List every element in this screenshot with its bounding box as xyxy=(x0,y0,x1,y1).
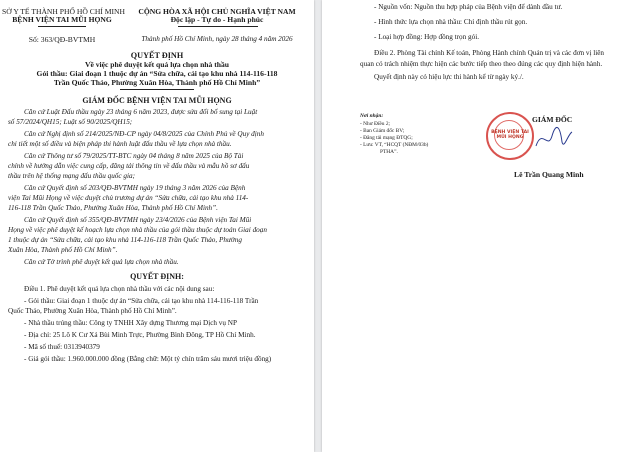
divider xyxy=(120,89,194,90)
body-line: - Hình thức lựa chọn nhà thầu: Chỉ định thầu rút gọn. xyxy=(374,18,528,26)
country-name: CỘNG HÒA XÃ HỘI CHỦ NGHĨA VIỆT NAM xyxy=(138,7,296,16)
body-line: Căn cứ Tờ trình phê duyệt kết quả lựa chọn nhà thầu. xyxy=(24,258,179,266)
recipient-item: - Ban Giám đốc BV; xyxy=(360,128,405,134)
body-line: Căn cứ Thông tư số 79/2025/TT-BTC ngày 04 tháng 8 năm 2025 của Bộ Tài xyxy=(24,152,244,160)
subject-line: Gói thầu: Giai đoạn 1 thuộc dự án “Sửa chữa, cải tạo khu nhà 114-116-118 xyxy=(36,69,278,78)
article-1 xyxy=(24,285,214,294)
signer-title: GIÁM ĐỐC xyxy=(532,115,573,124)
body-line: quan có trách nhiệm thực hiện các bước tiếp theo theo đúng các quy định hiện hành. xyxy=(360,60,603,68)
signer-name: Lê Trần Quang Minh xyxy=(514,170,584,179)
body-line: - Gói thầu: Giai đoạn 1 thuộc dự án “Sửa chữa, cải tạo khu nhà 114-116-118 Trần xyxy=(24,297,259,305)
body-line: thầu trên hệ thống mạng đấu thầu quốc gia; xyxy=(8,172,135,180)
recipient-item: PTHA”. xyxy=(380,149,398,155)
body-line: viện Tai Mũi Họng về việc duyệt chủ trương dự án “Sửa chữa, cải tạo khu nhà 114- xyxy=(8,194,249,202)
document-title: QUYẾT ĐỊNH xyxy=(130,51,184,60)
authority-heading: GIÁM ĐỐC BỆNH VIỆN TAI MŨI HỌNG xyxy=(82,96,232,105)
body-line: 1 thuộc dự án “Sửa chữa, cải tạo khu nhà 114-116-118 Trần Quốc Thảo, Phường xyxy=(8,236,242,244)
body-line: Căn cứ Quyết định số 203/QĐ-BVTMH ngày 19 tháng 3 năm 2026 của Bệnh xyxy=(24,184,246,192)
signature xyxy=(534,124,574,154)
divider xyxy=(38,26,86,27)
body-line: chính về hướng dẫn việc cung cấp, đăng tải thông tin về đấu thầu và mẫu hồ sơ đấu xyxy=(8,162,250,170)
body-line: Căn cứ Quyết định số 355/QĐ-BVTMH ngày 23/4/2026 của Bệnh viện Tai Mũi xyxy=(24,216,252,224)
decision-heading: QUYẾT ĐỊNH: xyxy=(130,272,184,281)
document-page-2 xyxy=(322,0,640,452)
subject-line: Trần Quốc Thảo, Phường Xuân Hòa, Thành phố Hồ Chí Minh” xyxy=(53,78,261,87)
document-date: Thành phố Hồ Chí Minh, ngày 28 tháng 4 năm 2026 xyxy=(141,35,293,43)
body-line: - Loại hợp đồng: Hợp đồng trọn gói. xyxy=(374,33,480,41)
body-line: 116-118 Trần Quốc Thảo, Phường Xuân Hòa, Thành phố Hồ Chí Minh”. xyxy=(8,204,218,212)
subject-line: Về việc phê duyệt kết quả lựa chọn nhà thầu xyxy=(84,60,229,69)
body-line: số 57/2024/QH15; Luật số 90/2025/QH15; xyxy=(8,118,133,126)
body-line: - Mã số thuế: 0313940379 xyxy=(24,343,100,351)
body-line: Họng về việc phê duyệt kế hoạch lựa chọn nhà thầu của gói thầu thuộc dự toán Giai đoạn xyxy=(8,226,267,234)
divider xyxy=(178,26,258,27)
body-line: - Nguồn vốn: Nguồn thu hợp pháp của Bệnh viện để dành đầu tư. xyxy=(374,3,563,11)
body-line: Căn cứ Luật Đấu thầu ngày 23 tháng 6 năm 2023, được sửa đổi bổ sung tại Luật xyxy=(24,108,258,116)
recipient-item: - Như Điều 2; xyxy=(360,121,391,127)
recipients-heading: Nơi nhận: xyxy=(360,113,384,119)
body-line: Xuân Hòa, Thành phố Hồ Chí Minh”. xyxy=(8,246,118,254)
ministry-name: SỞ Y TẾ THÀNH PHỐ HỒ CHÍ MINH xyxy=(2,7,125,16)
body-line: Điều 1. Phê duyệt kết quả lựa chọn nhà thầu với các nội dung sau: xyxy=(24,285,215,293)
document-page-1 xyxy=(0,0,314,452)
stamp-text: BỆNH VIỆN TAI MŨI HỌNG xyxy=(491,130,529,140)
body-line: - Giá gói thầu: 1.960.000.000 đồng (Bằng chữ: Một tỷ chín trăm sáu mươi triệu đồng) xyxy=(24,355,272,363)
body-line: Điều 2. Phòng Tài chính Kế toán, Phòng Hành chính Quản trị và các đơn vị liên xyxy=(374,49,605,57)
body-line: - Địa chỉ: 25 Lô K Cư Xá Bùi Minh Trực, Phường Bình Đông, TP Hồ Chí Minh. xyxy=(24,331,256,339)
body-line: - Nhà thầu trúng thầu: Công ty TNHH Xây dựng Thương mại Dịch vụ NP xyxy=(24,319,237,327)
document-number: Số: 363/QĐ-BVTMH xyxy=(28,35,96,44)
hospital-name: BỆNH VIỆN TAI MŨI HỌNG xyxy=(12,15,112,24)
hospital-stamp xyxy=(486,112,534,160)
body-line: chi tiết một số điều và biện pháp thi hành luật đấu thầu về lựa chọn nhà thầu. xyxy=(8,140,232,148)
recipient-item: - Lưu: VT, “HCQT (NĐM/03b) xyxy=(360,142,429,148)
body-line: Quyết định này có hiệu lực thi hành kể từ ngày ký./. xyxy=(374,73,524,81)
body-line: Căn cứ Nghị định số 214/2025/NĐ-CP ngày 04/8/2025 của Chính Phủ về Quy định xyxy=(24,130,264,138)
body-line: Quốc Thảo, Phường Xuân Hòa, Thành phố Hồ Chí Minh”. xyxy=(8,307,177,315)
recipient-item: - Đăng tải mạng ĐTQG; xyxy=(360,135,413,141)
national-motto: Độc lập - Tự do - Hạnh phúc xyxy=(170,15,264,24)
